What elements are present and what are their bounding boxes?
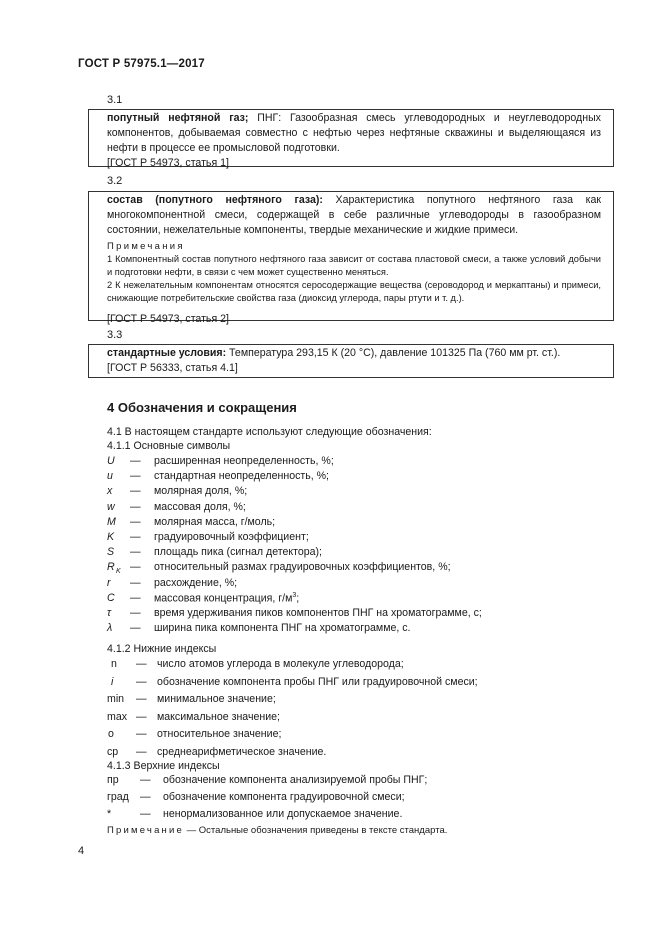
dash: —	[140, 774, 151, 786]
symbol: U	[107, 455, 115, 467]
symbol: λ	[107, 622, 113, 635]
subsection-title: 4.1.3 Верхние индексы	[107, 760, 220, 772]
dash: —	[130, 546, 141, 559]
dash: —	[130, 455, 141, 467]
symbol: R	[107, 561, 115, 574]
section-title: 4 Обозначения и сокращения	[107, 400, 297, 415]
symbol-description-text: относительный размах градуировочных коэффициентов, %;	[154, 561, 451, 574]
symbol: K	[107, 531, 115, 543]
symbol-description	[154, 546, 322, 558]
subsection-title: 4.1.1 Основные символы	[107, 440, 231, 452]
notes-title: Примечания	[107, 241, 185, 252]
term-source: [ГОСТ Р 56333, статья 4.1]	[107, 362, 238, 374]
index-symbol: о	[108, 728, 114, 740]
index-description: относительное значение;	[157, 728, 282, 740]
term-name: стандартные условия:	[107, 347, 227, 359]
term-number: 3.3	[107, 329, 123, 341]
symbol: w	[107, 500, 115, 513]
symbol-description	[154, 592, 299, 605]
dash: —	[136, 675, 147, 688]
index-symbol: n	[111, 658, 117, 670]
symbol-description-text: стандартная неопределенность, %;	[154, 470, 330, 483]
dash: —	[136, 693, 147, 705]
final-note-text: — Остальные обозначения приведены в тексте стандарта.	[184, 825, 448, 836]
symbol: C	[107, 591, 115, 604]
dash: —	[130, 576, 141, 589]
dash: —	[130, 591, 141, 604]
dash: —	[136, 728, 147, 740]
dash: —	[130, 531, 141, 543]
term-definition-box	[88, 344, 614, 378]
term-number: 3.1	[107, 94, 123, 106]
subsection-title: 4.1.2 Нижние индексы	[107, 643, 217, 655]
term-definition-text: Температура 293,15 К (20 °С), давление 101325 Па (760 мм рт. ст.).	[226, 347, 561, 359]
symbol-description-text: время удерживания пиков компонентов ПНГ на хроматограмме, с;	[154, 607, 482, 619]
index-description: обозначение компонента градуировочной смеси;	[163, 791, 405, 804]
term-definition-text: Характеристика попутного нефтяного газа как многокомпонентной смеси, содержащей в себе различные углеводороды в газообразном состоянии, нежелательные компоненты, твердые механические и жидкие примеси.	[107, 194, 601, 236]
symbol: τ	[107, 607, 111, 619]
final-note-label: Примечание	[107, 825, 184, 836]
term-name: попутный нефтяной газ;	[107, 112, 249, 124]
section-intro: 4.1 В настоящем стандарте используют следующие обозначения:	[107, 426, 432, 438]
symbol-description	[154, 470, 329, 482]
term-definition	[107, 346, 601, 361]
index-description: обозначение компонента анализируемой пробы ПНГ;	[163, 774, 428, 786]
dash: —	[140, 791, 151, 804]
term-source: [ГОСТ Р 54973, статья 1]	[107, 157, 229, 169]
symbol-description	[154, 561, 451, 573]
term-number: 3.2	[107, 175, 123, 187]
index-description: минимальное значение;	[157, 693, 276, 705]
term-definition-box	[88, 191, 614, 325]
index-symbol: min	[107, 693, 125, 705]
superscript: 3	[292, 591, 297, 599]
index-symbol: град	[107, 791, 129, 804]
term-name: состав (попутного нефтяного газа):	[107, 194, 323, 206]
term-definition-box	[88, 109, 614, 167]
symbol-subscript: K	[116, 568, 121, 576]
symbol-description	[154, 485, 247, 497]
index-symbol: ср	[107, 745, 119, 758]
dash: —	[130, 485, 141, 498]
term-definition	[107, 111, 601, 156]
symbol: S	[107, 546, 115, 559]
symbol: u	[107, 470, 113, 483]
term-definition	[107, 193, 601, 238]
dash: —	[136, 658, 147, 670]
symbol-description	[154, 501, 246, 513]
symbol-description	[154, 607, 482, 619]
symbol-description-text: молярная доля, %;	[154, 485, 248, 498]
symbol-description-text: градуировочный коэффициент;	[154, 531, 309, 543]
symbol-description	[154, 577, 237, 589]
symbol-description-text: расхождение, %;	[154, 576, 238, 589]
symbol-description-text: массовая концентрация, г/м	[154, 592, 293, 605]
dash: —	[136, 710, 147, 723]
index-symbol: i	[111, 675, 114, 688]
dash: —	[140, 808, 151, 821]
symbol-description	[154, 531, 309, 543]
index-description: число атомов углерода в молекуле углеводорода;	[157, 658, 404, 670]
page-number: 4	[78, 845, 85, 857]
dash: —	[130, 500, 141, 513]
symbol-description-text: молярная масса, г/моль;	[154, 515, 276, 528]
dash: —	[130, 622, 141, 635]
index-description: ненормализованное или допускаемое значение.	[163, 808, 403, 821]
final-note	[107, 825, 447, 836]
symbol-description	[154, 622, 411, 634]
symbol-description-text: ширина пика компонента ПНГ на хроматограмме, с.	[154, 622, 411, 635]
symbol-description-text: площадь пика (сигнал детектора);	[154, 546, 322, 559]
dash: —	[130, 515, 141, 528]
index-symbol: max	[107, 710, 128, 723]
term-definition-text: ПНГ: Газообразная смесь углеводородных и неуглеводородных компонентов, добываемая совместно с нефтью через нефтяные скважины и выделяющаяся из нефти в процессе ее промысловой подготовки.	[107, 112, 601, 154]
dash: —	[130, 561, 141, 574]
symbol-description-text: массовая доля, %;	[154, 500, 246, 513]
dash: —	[130, 607, 141, 619]
symbol: M	[107, 515, 116, 528]
index-description: максимальное значение;	[157, 710, 280, 723]
index-symbol: *	[107, 808, 112, 821]
index-symbol: пр	[107, 774, 119, 786]
punctuation: ;	[296, 592, 300, 605]
note-item: 2 К нежелательным компонентам относятся серосодержащие вещества (сероводород и меркаптаны) и примеси, снижающие потребительские свойства газа (диоксид углерода, пары ртути и т. д.).	[107, 280, 601, 303]
term-source: [ГОСТ Р 54973, статья 2]	[107, 313, 229, 325]
index-description: среднеарифметическое значение.	[157, 745, 327, 758]
symbol-description-text: расширенная неопределенность, %;	[154, 455, 334, 467]
symbol: r	[107, 576, 111, 589]
dash: —	[130, 470, 141, 483]
note-item: 1 Компонентный состав попутного нефтяного газа зависит от состава пластовой смеси, а также условий добычи и подготовки нефти, в связи с чем может существенно меняться.	[107, 254, 601, 277]
symbol: x	[107, 485, 113, 498]
index-description: обозначение компонента пробы ПНГ или градуировочной смеси;	[157, 675, 478, 688]
symbol-description	[154, 516, 275, 528]
dash: —	[136, 745, 147, 758]
symbol-description	[154, 455, 334, 467]
document-header: ГОСТ Р 57975.1—2017	[78, 58, 205, 70]
